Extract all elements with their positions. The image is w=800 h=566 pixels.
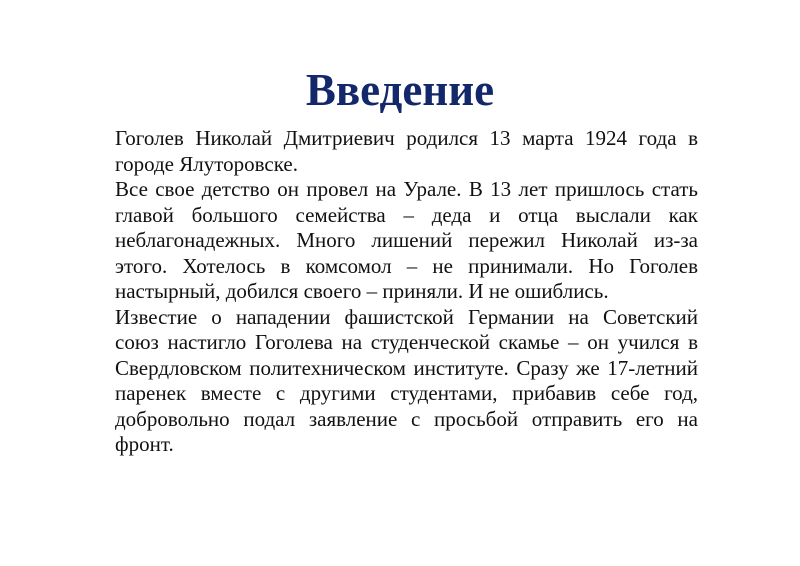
text-line: паренек вместе с другими студентами, прибавив себе год, xyxy=(115,381,698,405)
paragraph xyxy=(115,177,698,305)
text-line: добровольно подал заявление с просьбой отправить его на xyxy=(115,406,698,431)
paragraph xyxy=(115,305,698,458)
text-line: городе Ялуторовске. xyxy=(115,151,298,176)
text-line: этого. Хотелось в комсомол – не принимали. Но Гоголев xyxy=(115,253,698,278)
text-line: союз настигло Гоголева на студенческой скамье – он учился в xyxy=(115,330,698,354)
text-line: фронт. xyxy=(115,432,174,456)
paragraph xyxy=(115,126,698,177)
slide-title: Введение xyxy=(305,65,495,115)
text-line: настырный, добился своего – приняли. И не ошиблись. xyxy=(115,279,609,303)
text-line: главой большого семейства – деда и отца выслали как xyxy=(115,202,698,227)
text-line: неблагонадежных. Много лишений пережил Николай из-за xyxy=(115,228,698,252)
text-line: Все свое детство он провел на Урале. В 13 лет пришлось стать xyxy=(115,177,698,201)
slide-body xyxy=(115,126,698,458)
text-line: Известие о нападении фашистской Германии на Советский xyxy=(115,304,698,329)
text-line: Гоголев Николай Дмитриевич родился 13 марта 1924 года в xyxy=(115,126,698,150)
text-line: Свердловском политехническом институте. Сразу же 17-летний xyxy=(115,355,698,380)
